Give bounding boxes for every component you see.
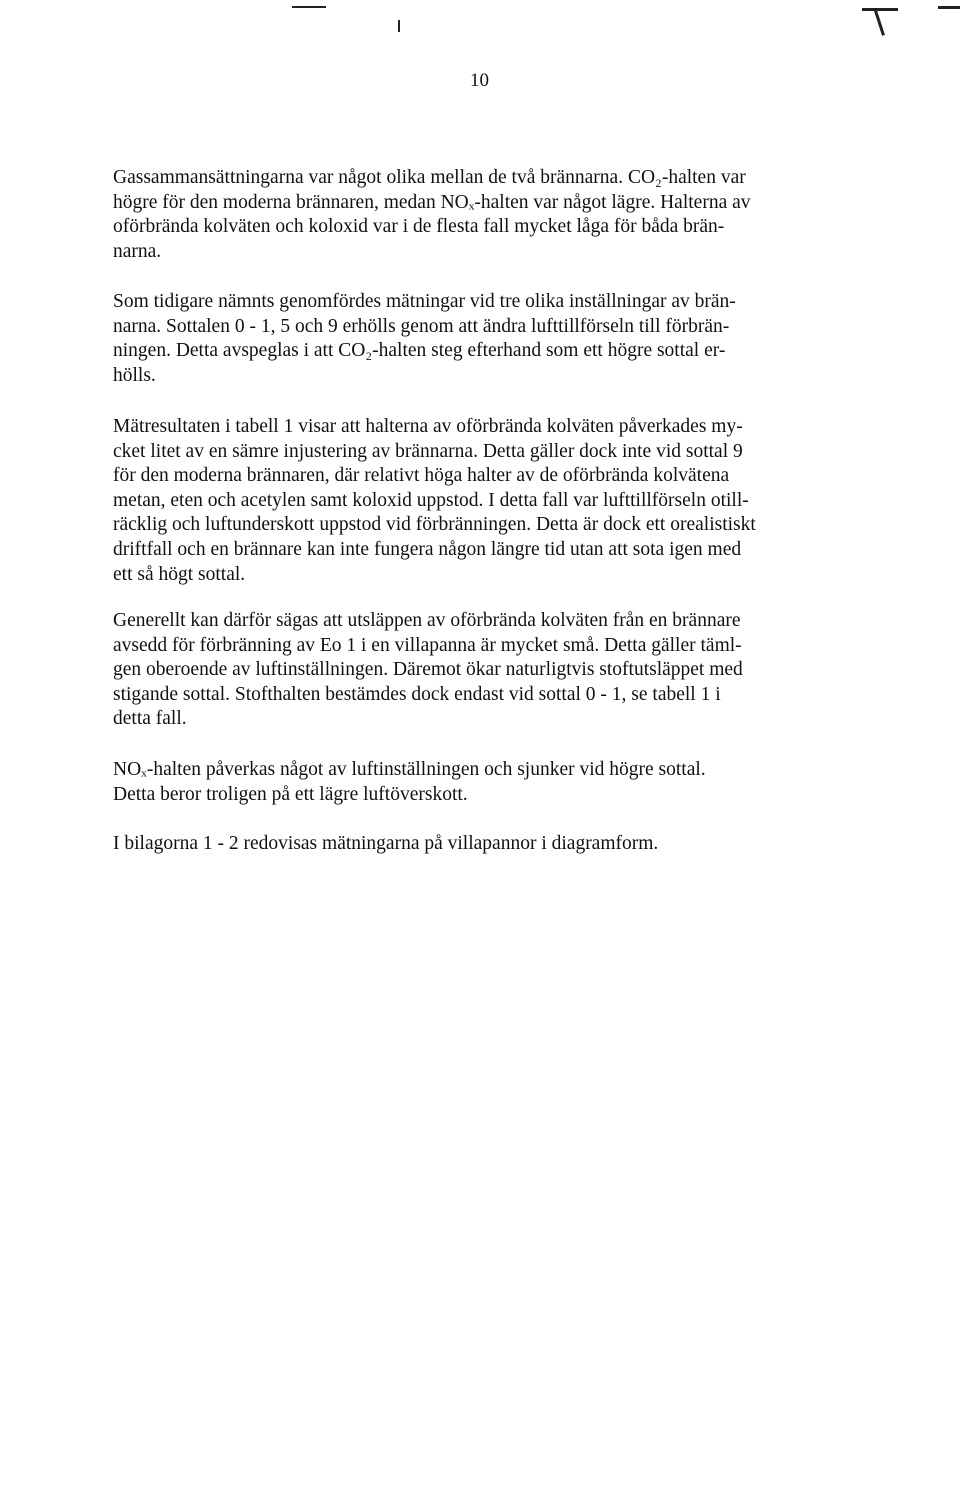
text-line: Detta beror troligen på ett lägre luftöverskott. bbox=[113, 783, 468, 805]
text-line: för den moderna brännaren, där relativt höga halter av de oförbrända kolvätena bbox=[113, 465, 730, 487]
text-line: Mätresultaten i tabell 1 visar att halterna av oförbrända kolväten påverkades my- bbox=[113, 416, 743, 437]
scan-mark-top-left bbox=[292, 6, 326, 8]
text-line: högre för den moderna brännaren, medan NOₓ-halten var något lägre. Halterna av bbox=[113, 191, 751, 213]
paragraph bbox=[113, 415, 813, 587]
text-line: detta fall. bbox=[113, 708, 187, 730]
text-line: oförbrända kolväten och koloxid var i de flesta fall mycket låga för båda brän- bbox=[113, 216, 725, 238]
text-line: narna. bbox=[113, 240, 162, 262]
page-number: 10 bbox=[470, 70, 489, 91]
text-line: hölls. bbox=[113, 364, 156, 386]
text-line: driftfall och en brännare kan inte fungera någon längre tid utan att sota igen med bbox=[113, 538, 742, 560]
text-line: räcklig och luftunderskott uppstod vid förbränningen. Detta är dock ett orealistiskt bbox=[113, 514, 756, 536]
scan-mark-corner bbox=[938, 6, 960, 9]
text-line: Som tidigare nämnts genomfördes mätningar vid tre olika inställningar av brän- bbox=[113, 291, 736, 312]
text-line: ningen. Detta avspeglas i att CO₂-halten steg efterhand som ett högre sottal er- bbox=[113, 340, 726, 362]
paragraph bbox=[113, 609, 813, 732]
paragraph bbox=[113, 758, 813, 807]
scan-mark-top-right-stem bbox=[874, 10, 885, 36]
paragraph bbox=[113, 832, 813, 857]
text-line: avsedd för förbränning av Eo 1 i en villapanna är mycket små. Detta gäller täml- bbox=[113, 634, 742, 656]
text-line: gen oberoende av luftinställningen. Däremot ökar naturligtvis stoftutsläppet med bbox=[113, 659, 743, 681]
text-line: stigande sottal. Stofthalten bestämdes dock endast vid sottal 0 - 1, se tabell 1 i bbox=[113, 683, 721, 705]
paragraph bbox=[113, 166, 813, 264]
text-line: Generellt kan därför sägas att utsläppen av oförbrända kolväten från en brännare bbox=[113, 610, 741, 631]
scan-mark-top-middle bbox=[398, 20, 400, 32]
scan-mark-top-right bbox=[862, 8, 898, 11]
text-line: I bilagorna 1 - 2 redovisas mätningarna på villapannor i diagramform. bbox=[113, 833, 659, 854]
text-line: metan, eten och acetylen samt koloxid uppstod. I detta fall var lufttillförseln otill- bbox=[113, 489, 749, 511]
text-line: narna. Sottalen 0 - 1, 5 och 9 erhölls genom att ändra lufttillförseln till förbrän- bbox=[113, 315, 730, 337]
text-line: Gassammansättningarna var något olika mellan de två brännarna. CO₂-halten var bbox=[113, 167, 746, 188]
text-line: cket litet av en sämre injustering av brännarna. Detta gäller dock inte vid sottal 9 bbox=[113, 440, 743, 462]
paragraph bbox=[113, 290, 813, 388]
text-line: NOₓ-halten påverkas något av luftinställningen och sjunker vid högre sottal. bbox=[113, 759, 706, 780]
text-line: ett så högt sottal. bbox=[113, 563, 246, 585]
